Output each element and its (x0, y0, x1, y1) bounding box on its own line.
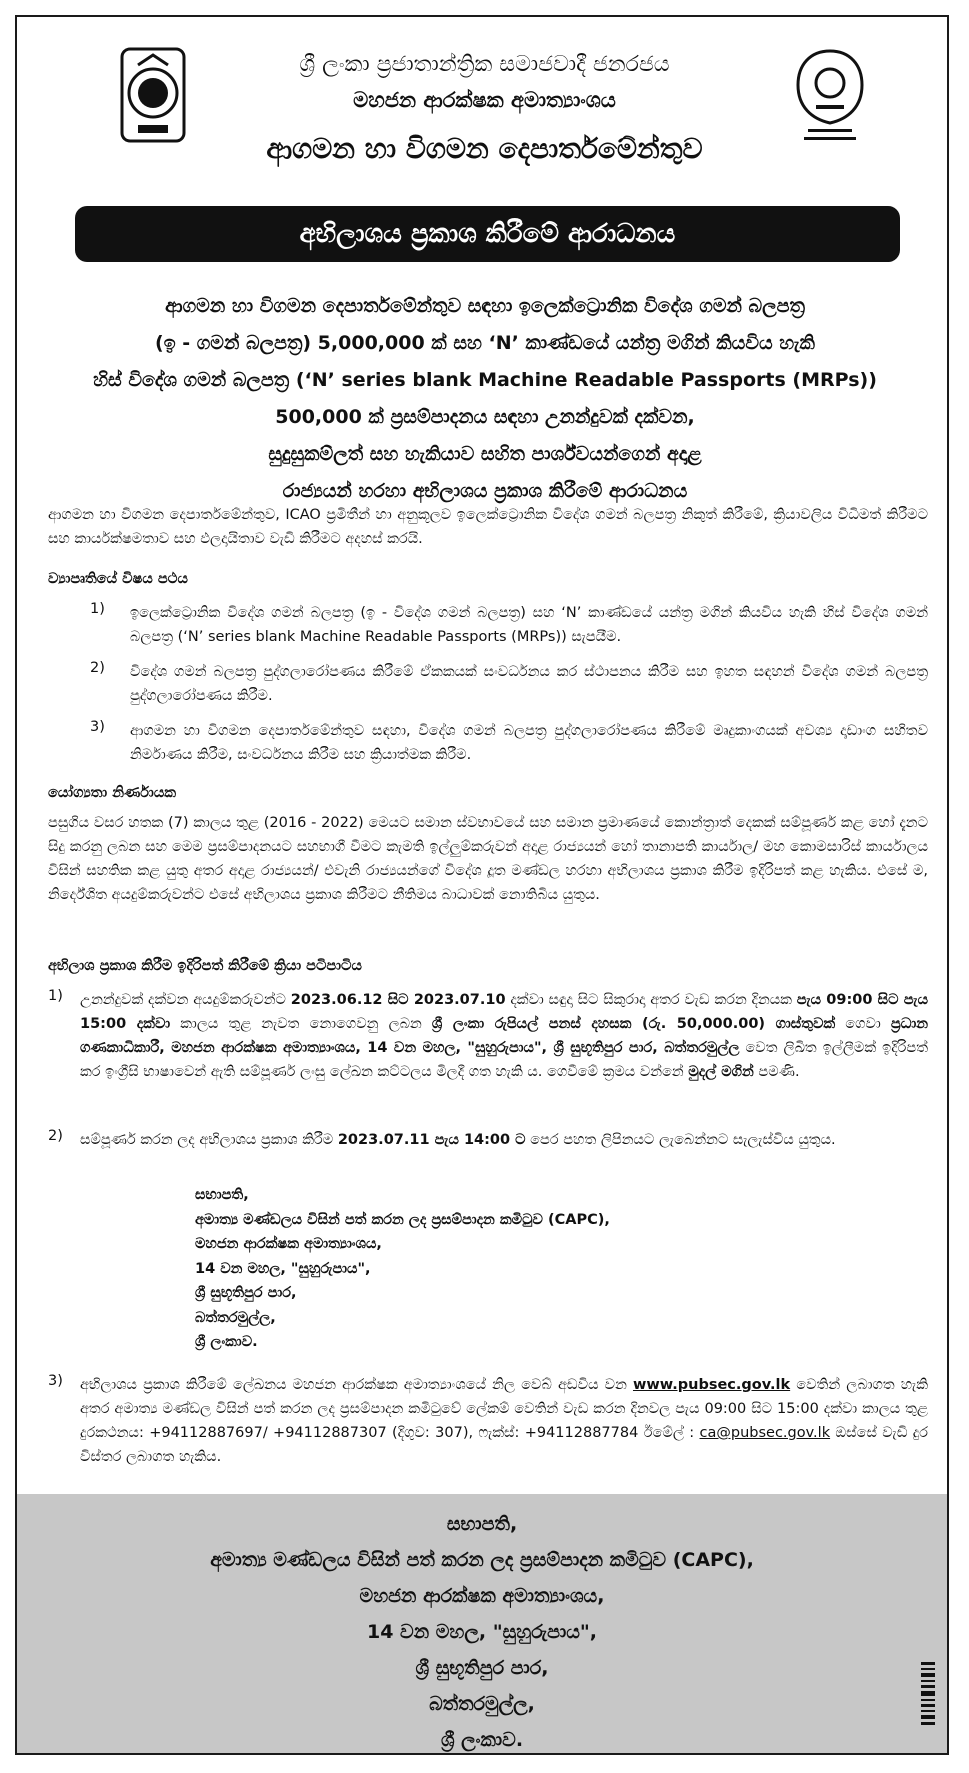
address-line: සභාපති, (195, 1187, 249, 1203)
procedure-text: ඔස්සේ වැඩි දුර විස්තර ලබාගත හැකිය. (80, 1425, 928, 1465)
payment-office: ප්‍රධාන ගණකාධිකාරී, මහජන ආරක්ෂක අමාත්‍යාංශය, 14 වන මහල, "සුහුරුපාය", ශ්‍රී සුභූතිපුර පාර, බත්තරමුල්ල (80, 1016, 928, 1056)
procedure-text: උනන්දුවක් දක්වන අයදුම්කරුවන්ට (80, 992, 291, 1008)
title-line: ආගමන හා විගමන දෙපාර්තමේන්තුව සඳහා ඉලෙක්ට්‍රොනික විදේශ ගමන් බලපත්‍ර (165, 295, 805, 317)
procedure-text: ගෙවා (835, 1016, 891, 1032)
procedure-text: අභිලාශය ප්‍රකාශ කිරීමේ ලේඛනය මහජන ආරක්ෂක අමාත්‍යාංශයේ නිල වෙබ් අඩවිය වන (80, 1377, 633, 1393)
procedure-text: පමණි. (753, 1064, 800, 1080)
procedure-text: පෙර පහත ලිපිනයට ලැබෙන්නට සැලැස්විය යුතුය. (525, 1132, 836, 1148)
submission-address (195, 1183, 610, 1355)
procedure-item-2 (80, 1128, 928, 1152)
procedure-item-number: 3) (48, 1373, 63, 1389)
address-line: අමාත්‍ය මණ්ඩලය විසින් පත් කරන ලද ප්‍රසම්පාදන කමිටුව (CAPC), (195, 1211, 610, 1228)
footer-address-panel (17, 1494, 947, 1753)
procedure-item-number: 1) (48, 988, 63, 1004)
title-line: 500,000 ක් ප්‍රසම්පාදනය සඳහා උනන්දුවක් දක්වන, (275, 406, 695, 428)
scope-item-number: 1) (90, 601, 105, 617)
address-line: මහජන ආරක්ෂක අමාත්‍යාංශය, (195, 1236, 382, 1252)
sale-period: 2023.06.12 සිට 2023.07.10 (290, 992, 506, 1008)
footer-address-line: ශ්‍රී ලංකාව. (440, 1729, 524, 1751)
header-department-name: ආගමන හා විගමන දෙපාර්තමේන්තුව (266, 132, 703, 165)
scope-item-text: ඉලෙක්ට්‍රොනික විදේශ ගමන් බලපත්‍ර (ඉ - විදේශ ගමන් බලපත්‍ර) සහ ‘N’ කාණ්ඩයේ යන්ත්‍ර මගින් කියවිය හැකි හිස් විදේශ ගමන් බලපත්‍ර (‘N’ series blank Machine Readable Passports (MRPs)) සැපයීම. (130, 605, 928, 645)
footer-address-line: ශ්‍රී සුභූතිපුර පාර, (415, 1657, 549, 1679)
scope-item-text: විදේශ ගමන් බලපත්‍ර පුද්ගලාරෝපණය කිරීමේ ඒකකයක් සංවර්ධනය කර ස්ථාපනය කිරීම සහ ඉහත සඳහන් විදේශ ගමන් බලපත්‍ර පුද්ගලාරෝපණය කිරීම. (130, 664, 928, 704)
print-code-icon (920, 1660, 936, 1730)
scope-item-number: 3) (90, 719, 105, 735)
procedure-text: දක්වා සඳුදා සිට සිකුරාදා අතර වැඩ කරන දිනයක (505, 992, 797, 1008)
title-line: (ඉ - ගමන් බලපත්‍ර) 5,000,000 ක් සහ ‘N’ කාණ්ඩයේ යන්ත්‍ර මගින් කියවිය හැකි (155, 332, 815, 354)
footer-address-line: 14 වන මහල, "සුහුරුපාය", (367, 1621, 597, 1643)
intro-paragraph: ආගමන හා විගමන දෙපාර්තමේන්තුව, ICAO ප්‍රමිතීන් හා අනුකූලව ඉලෙක්ට්‍රොනික විදේශ ගමන් බලපත්‍ර නිකුත් කිරීමේ, ක්‍රියාවලිය විධිමත් කිරීමට සහ කාර්යක්ෂමතාව සහ ඵලදායිතාව වැඩි කිරීමට අදහස් කරයි. (48, 507, 928, 547)
procedure-text: කාලය තුළ නැවත නොගෙවනු ලබන (170, 1016, 432, 1032)
email-link[interactable]: ca@pubsec.gov.lk (699, 1425, 831, 1441)
scope-heading: ව්‍යාපෘතියේ විෂය පථය (48, 571, 188, 587)
eligibility-paragraph: පසුගිය වසර හතක (7) කාලය තුළ (2016 - 2022) මෙයට සමාන ස්වභාවයේ සහ සමාන ප්‍රමාණයේ කොන්ත්‍රාත් දෙකක් සම්පූර්ණ කළ හෝ දැනට සිදු කරනු ලබන සහ මෙම ප්‍රසම්පාදනයට සහභාගී වීමට කැමති ඉල්ලුම්කරුවන් අදාළ රාජ්‍යයන් හෝ තානාපති කාර්යාල/ මහ කොමසාරිස් කාර්යාලය විසින් සහතික කළ යුතු අතර අදාළ රාජ්‍යයන්/ එවැනි රාජ්‍යයන්ගේ විදේශ දූත මණ්ඩල හරහා අභිලාශය ප්‍රකාශ කිරීම ඉදිරිපත් කළ හැකිය. එසේ ම, නිර්දේශිත අයදුම්කරුවන්ට එසේ අභිලාශය ප්‍රකාශ කිරීමට නීතිමය බාධාවක් නොතිබිය යුතුය. (48, 815, 928, 903)
procedure-item-1 (80, 988, 928, 1084)
scope-item-number: 2) (90, 660, 105, 676)
procedure-item-number: 2) (48, 1128, 63, 1144)
header-republic-name: ශ්‍රී ලංකා ප්‍රජාතාන්ත්‍රික සමාජවාදී ජනරජය (299, 52, 670, 77)
footer-address-line: අමාත්‍ය මණ්ඩලය විසින් පත් කරන ලද ප්‍රසම්පාදන කමිටුව (CAPC), (210, 1549, 754, 1571)
immigration-department-crest-icon (790, 45, 870, 155)
footer-address-line: බත්තරමුල්ල, (429, 1693, 535, 1715)
footer-address-line: මහජන ආරක්ෂක අමාත්‍යාංශය, (359, 1585, 605, 1607)
procedure-heading: අභිලාශ ප්‍රකාශ කිරීම ඉදිරිපත් කිරීමේ ක්‍රියා පටිපාටිය (48, 958, 362, 974)
address-line: 14 වන මහල, "සුහුරුපාය", (195, 1260, 371, 1277)
title-line: හිස් විදේශ ගමන් බලපත්‍ර (‘N’ series blank Machine Readable Passports (MRPs)) (93, 369, 877, 391)
address-line: ශ්‍රී සුභූතිපුර පාර, (195, 1285, 297, 1301)
sale-hours: පැය 09:00 සිට පැය 15:00 දක්වා (80, 992, 929, 1032)
website-link[interactable]: www.pubsec.gov.lk (632, 1377, 791, 1393)
procedure-text: වෙත ලිඛිත ඉල්ලීමක් ඉදිරිපත් කර ඉංග්‍රීසි භාෂාවෙන් ඇති සම්පූර්ණ ලංසු ලේඛන කට්ටලය මිලදී ගත හැකි ය. ගෙවීමේ ක්‍රමය වන්නේ (80, 1040, 928, 1080)
footer-address (17, 1506, 947, 1758)
notice-title (40, 288, 930, 510)
title-line: සුදුසුකම්ලත් සහ හැකියාව සහිත පාර්ශ්වයන්ගෙන් අදාළ (268, 443, 702, 465)
title-line: රාජ්‍යයන් හරහා අභිලාශය ප්‍රකාශ කිරීමේ ආරාධනය (282, 480, 688, 502)
submission-deadline: 2023.07.11 පැය 14:00 ට (337, 1132, 526, 1148)
procedure-text: වෙතින් ලබාගත හැකි අතර අමාත්‍ය මණ්ඩල විසින් පත් කරන ලද ප්‍රසම්පාදන කමිටුවේ ලේකම් වෙතින් වැඩ කරන දිනවල පැය 09:00 සිට 15:00 දක්වා කාලය තුළ දුරකථනය: +94112887697/ +94112887307 (දිගුව: 307), ෆැක්ස්: +94112887784 ඊමේල් : (80, 1377, 928, 1441)
header (0, 0, 969, 200)
invitation-banner: අභිලාශය ප්‍රකාශ කිරීමේ ආරාධනය (75, 206, 900, 262)
procedure-item-3 (80, 1373, 928, 1469)
footer-address-line: සභාපති, (446, 1513, 518, 1535)
address-line: බත්තරමුල්ල, (195, 1309, 276, 1326)
address-line: ශ්‍රී ලංකාව. (195, 1334, 258, 1350)
payment-method: මුදල් මගින් (688, 1064, 754, 1080)
eligibility-heading: යෝග්‍යතා නිර්ණායක (48, 785, 177, 801)
header-ministry-name: මහජන ආරක්ෂක අමාත්‍යාංශය (353, 88, 616, 112)
document-fee: ශ්‍රී ලංකා රුපියල් පනස් දහසක (රු. 50,000.00) ගාස්තුවක් (431, 1016, 836, 1032)
procedure-text: සම්පූර්ණ කරන ලද අභිලාශය ප්‍රකාශ කිරීම (80, 1132, 338, 1148)
scope-item-text: ආගමන හා විගමන දෙපාර්තමේන්තුව සඳහා, විදේශ ගමන් බලපත්‍ර පුද්ගලාරෝපණය කිරීමේ මෘදුකාංගයක් අවශ්‍ය දෘඩාංග සහිතව නිර්මාණය කිරීම, සංවර්ධනය කිරීම සහ ක්‍රියාත්මක කිරීම. (130, 723, 928, 763)
